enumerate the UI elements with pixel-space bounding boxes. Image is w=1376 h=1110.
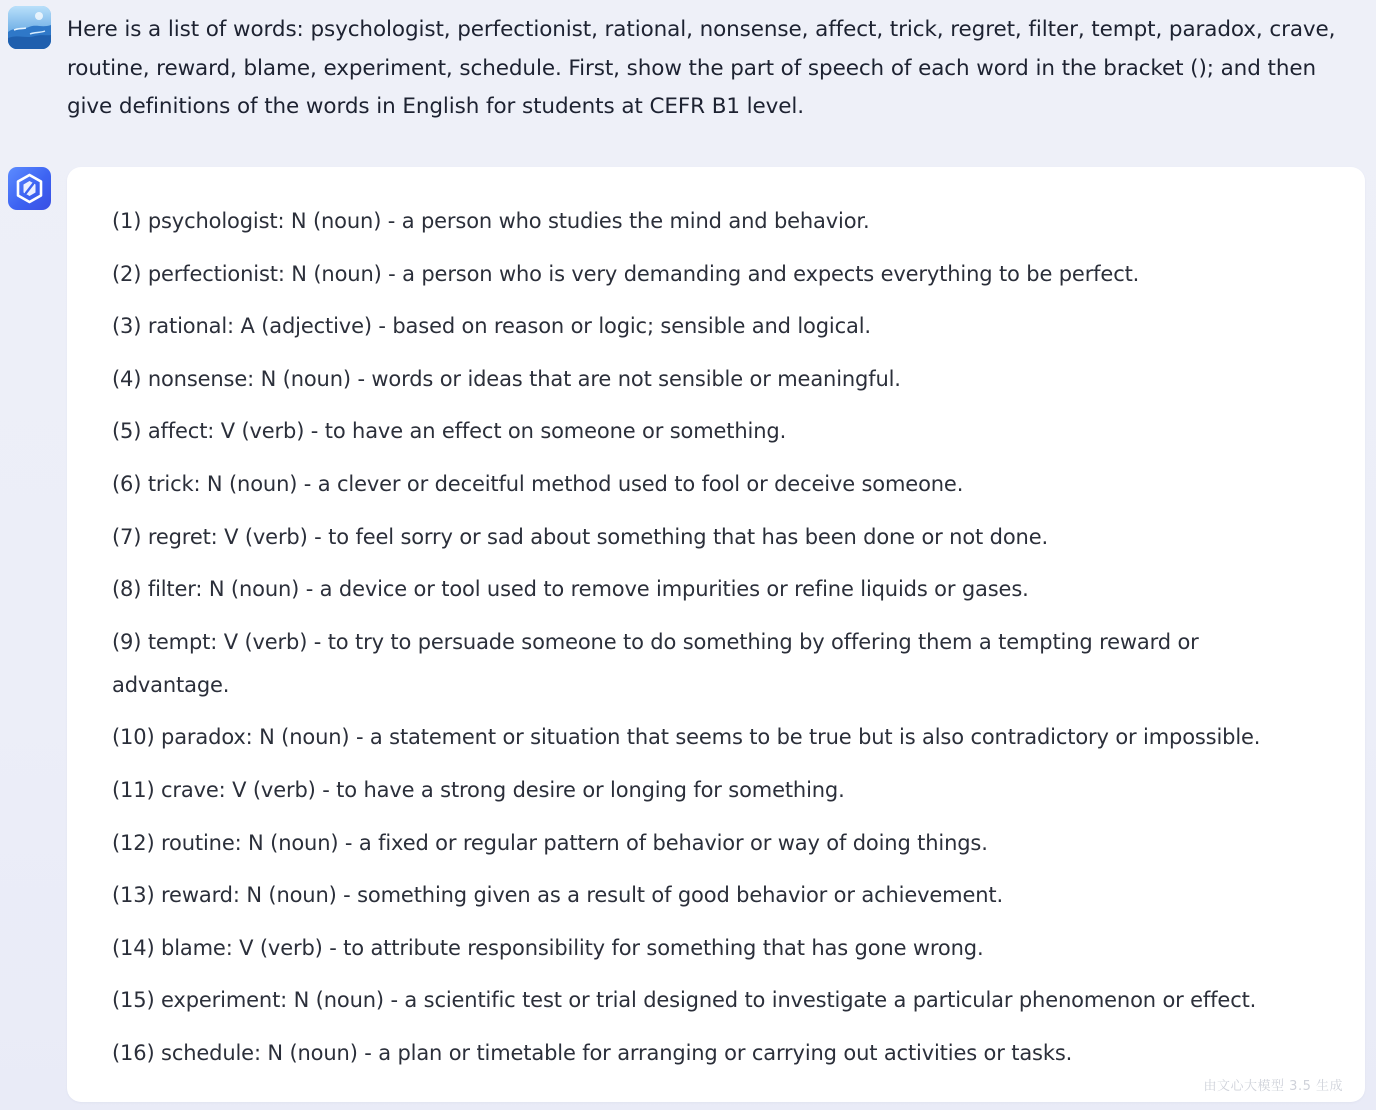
definition-item-crave: (11) crave: V (verb) - to have a strong desire or longing for something. — [112, 777, 845, 802]
definition-item-affect: (5) affect: V (verb) - to have an effect on someone or something. — [112, 419, 787, 444]
bot-avatar-icon — [8, 167, 51, 210]
definition-item-psychologist: (1) psychologist: N (noun) - a person who studies the mind and behavior. — [112, 209, 870, 233]
definition-item-blame: (14) blame: V (verb) - to attribute responsibility for something that has gone wrong. — [112, 935, 984, 960]
definition-item-reward: (13) reward: N (noun) - something given as a result of good behavior or achievement. — [112, 883, 1003, 908]
definition-item-paradox: (10) paradox: N (noun) - a statement or situation that seems to be true but is also contradictory or impossible. — [112, 725, 1261, 750]
definition-item-regret: (7) regret: V (verb) - to feel sorry or sad about something that has been done or not done. — [112, 524, 1048, 549]
generated-by-watermark: 由文心大模型 3.5 生成 — [1203, 1079, 1343, 1094]
definition-item-nonsense: (4) nonsense: N (noun) - words or ideas that are not sensible or meaningful. — [112, 366, 901, 391]
definition-item-schedule: (16) schedule: N (noun) - a plan or timetable for arranging or carrying out activities or tasks. — [112, 1040, 1073, 1065]
user-message-text: Here is a list of words: psychologist, perfectionist, rational, nonsense, affect, trick, regret, filter, tempt, paradox, crave, routine, reward, blame, experiment, schedule. First, show the part of speech of each word in the bracket (); and then give definitions of the words in English for students at CEFR B1 level. — [67, 17, 1336, 119]
user-message-row — [0, 0, 1376, 150]
definition-item-experiment: (15) experiment: N (noun) - a scientific test or trial designed to investigate a particular phenomenon or effect. — [112, 988, 1257, 1013]
definition-item-tempt: (9) tempt: V (verb) - to try to persuade someone to do something by offering them a tempting reward or advantage. — [112, 629, 1199, 697]
user-avatar-icon — [8, 6, 51, 49]
assistant-response-card — [67, 167, 1365, 1102]
definition-item-filter: (8) filter: N (noun) - a device or tool used to remove impurities or refine liquids or gases. — [112, 577, 1029, 602]
definition-item-trick: (6) trick: N (noun) - a clever or deceitful method used to fool or deceive someone. — [112, 471, 964, 496]
definition-item-rational: (3) rational: A (adjective) - based on reason or logic; sensible and logical. — [112, 314, 871, 339]
definition-list — [112, 200, 1332, 1085]
definition-item-routine: (12) routine: N (noun) - a fixed or regular pattern of behavior or way of doing things. — [112, 830, 988, 855]
definition-item-perfectionist: (2) perfectionist: N (noun) - a person who is very demanding and expects everything to be perfect. — [112, 261, 1140, 286]
